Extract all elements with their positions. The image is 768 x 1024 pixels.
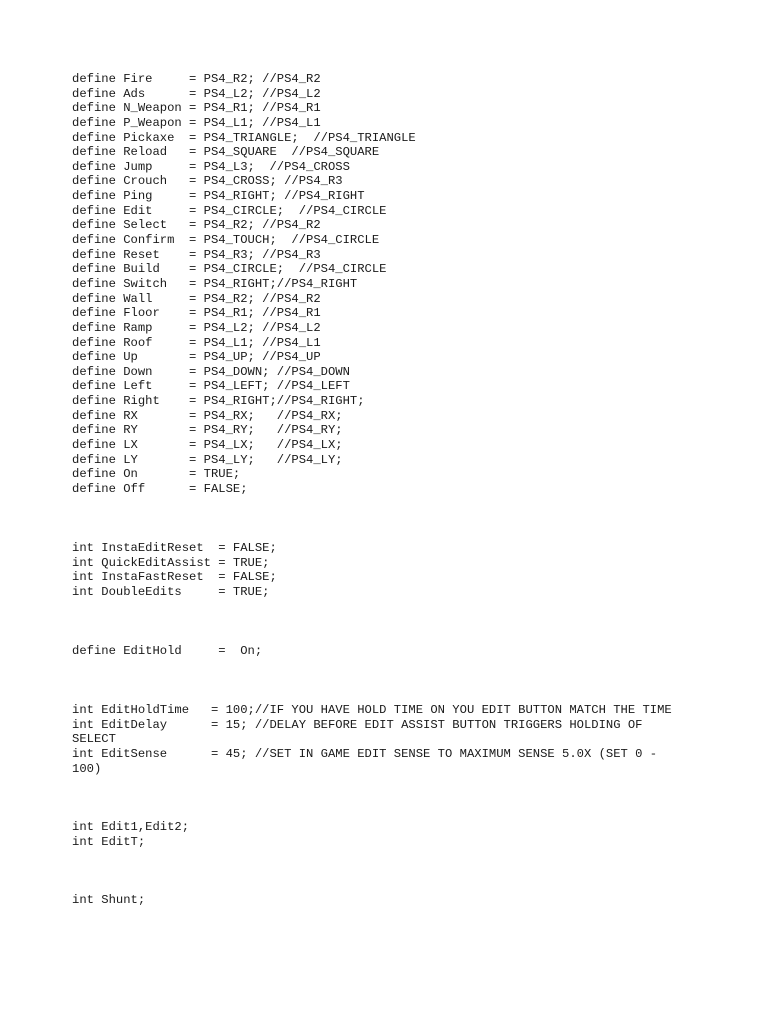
code-line: define Reset = PS4_R3; //PS4_R3 (72, 247, 321, 262)
code-line: define LX = PS4_LX; //PS4_LX; (72, 438, 343, 453)
code-line: define EditHold = On; (72, 644, 263, 658)
code-line: define Up = PS4_UP; //PS4_UP (72, 350, 321, 365)
code-line: int InstaEditReset = FALSE; (72, 541, 277, 555)
code-line: int EditT; (72, 834, 146, 849)
code-line: define Select = PS4_R2; //PS4_R2 (72, 218, 321, 233)
code-line: int DoubleEdits = TRUE; (72, 584, 270, 599)
code-line: define On = TRUE; (72, 467, 241, 482)
edit-hold-block (72, 644, 262, 659)
code-line: int Edit1,Edit2; (72, 820, 190, 834)
shunt-variable-block (72, 893, 145, 908)
code-line: int EditHoldTime = 100;//IF YOU HAVE HOLD TIME ON YOU EDIT BUTTON MATCH THE TIME (72, 703, 672, 717)
code-line: define Down = PS4_DOWN; //PS4_DOWN (72, 364, 350, 379)
code-line: define RX = PS4_RX; //PS4_RX; (72, 408, 343, 423)
code-line: define N_Weapon = PS4_R1; //PS4_R1 (72, 101, 321, 116)
button-define-block (72, 72, 416, 497)
code-line: define Confirm = PS4_TOUCH; //PS4_CIRCLE (72, 233, 380, 248)
code-line: define P_Weapon = PS4_L1; //PS4_L1 (72, 115, 321, 130)
code-line: int QuickEditAssist = TRUE; (72, 555, 270, 570)
code-line: define Edit = PS4_CIRCLE; //PS4_CIRCLE (72, 203, 387, 218)
edit-timing-block (72, 703, 672, 776)
code-line: define Pickaxe = PS4_TRIANGLE; //PS4_TRIANGLE (72, 130, 416, 145)
code-line: 100) (72, 761, 102, 776)
code-line: int Shunt; (72, 893, 146, 907)
code-line: define Ping = PS4_RIGHT; //PS4_RIGHT (72, 189, 365, 204)
code-line: int EditDelay = 15; //DELAY BEFORE EDIT ASSIST BUTTON TRIGGERS HOLDING OF (72, 717, 643, 732)
code-line: define Reload = PS4_SQUARE //PS4_SQUARE (72, 145, 380, 160)
code-line: define RY = PS4_RY; //PS4_RY; (72, 423, 343, 438)
int-toggle-block (72, 541, 277, 600)
code-line: define Fire = PS4_R2; //PS4_R2 (72, 72, 321, 86)
code-line: define Crouch = PS4_CROSS; //PS4_R3 (72, 174, 343, 189)
code-line: int InstaFastReset = FALSE; (72, 570, 277, 585)
code-line: define Off = FALSE; (72, 481, 248, 496)
code-line: define Switch = PS4_RIGHT;//PS4_RIGHT (72, 276, 358, 291)
code-line: define Floor = PS4_R1; //PS4_R1 (72, 306, 321, 321)
code-line: define Wall = PS4_R2; //PS4_R2 (72, 291, 321, 306)
code-line: define Right = PS4_RIGHT;//PS4_RIGHT; (72, 394, 365, 409)
code-line: define Left = PS4_LEFT; //PS4_LEFT (72, 379, 350, 394)
code-line: define Jump = PS4_L3; //PS4_CROSS (72, 159, 350, 174)
code-line: SELECT (72, 732, 116, 747)
code-line: define Roof = PS4_L1; //PS4_L1 (72, 335, 321, 350)
code-line: define Build = PS4_CIRCLE; //PS4_CIRCLE (72, 262, 387, 277)
code-line: int EditSense = 45; //SET IN GAME EDIT SENSE TO MAXIMUM SENSE 5.0X (SET 0 - (72, 746, 658, 761)
code-line: define Ramp = PS4_L2; //PS4_L2 (72, 320, 321, 335)
code-line: define LY = PS4_LY; //PS4_LY; (72, 452, 343, 467)
edit-variables-block (72, 820, 189, 849)
code-line: define Ads = PS4_L2; //PS4_L2 (72, 86, 321, 101)
